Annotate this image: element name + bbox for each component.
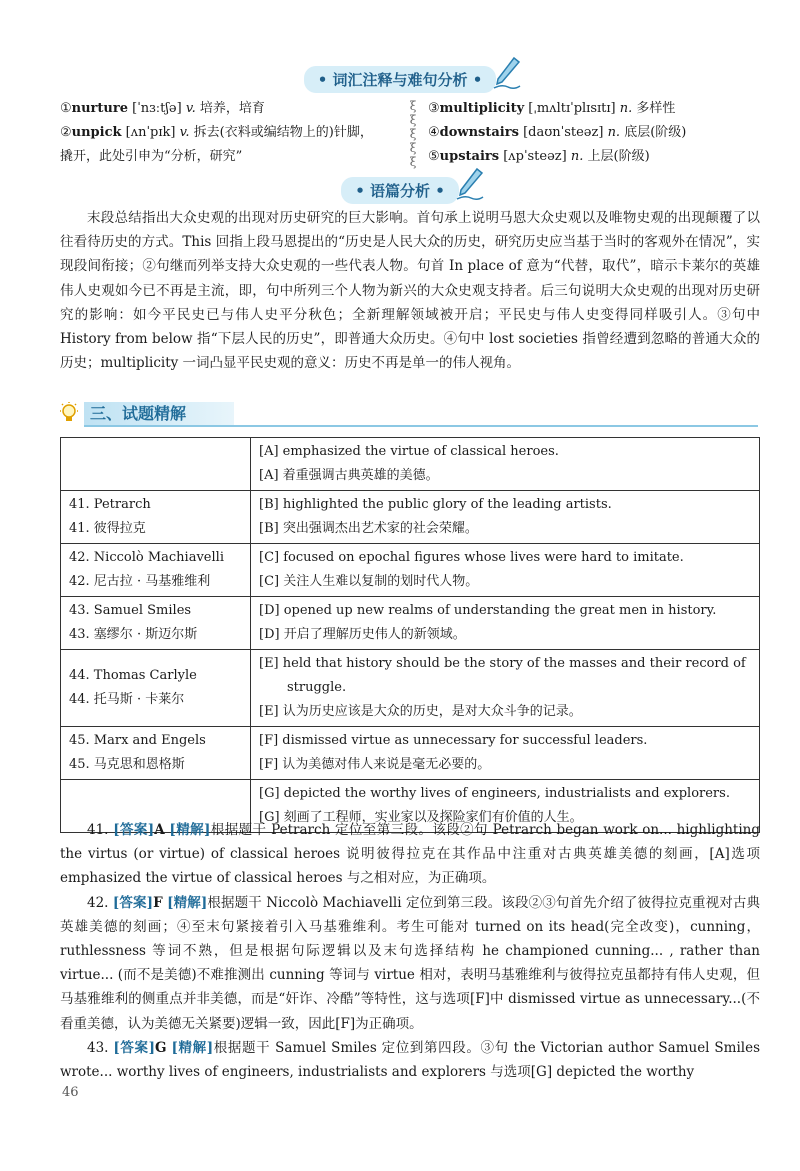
vocab-item: ⑤upstairs [ʌpˈsteəz] n. 上层(阶级): [428, 149, 650, 164]
vocab-item: ①nurture [ˈnɜːtʃə] v. 培养，培育: [60, 101, 265, 116]
analysis-paragraph: 末段总结指出大众史观的出现对历史研究的巨大影响。首句承上说明马恩大众史观以及唯物史观的出现颠覆了以往看待历史的方式。This 回指上段马恩提出的“历史是人民大众的历史，研究历史应当基于当时的客观外在情况”，实现段间衔接；②句继而列举支持大众史观的一些代表人物。句首 In place of 意为“代替，取代”，暗示卡莱尔的英雄伟人史观如今已不再是主流，即，句中所列三个人物为新兴的大众史观支持者。后三句说明大众史观的出现对历史研究的影响：如今平民史已与伟人史平分秋色；全新理解领域被开启；平民史与伟人史变得同样吸引人。③句中 History from below 指“下层人民的历史”，即普通大众历史。④句中 lost societies 指曾经遭到忽略的普通大众的历史；multiplicity 一词凸显平民史观的意义：历史不再是单一的伟人视角。: [60, 210, 760, 372]
vocab-item: ④downstairs [daʊnˈsteəz] n. 底层(阶级): [428, 125, 687, 140]
page-number: 46: [62, 1085, 79, 1100]
analysis-banner: • 语篇分析 •: [0, 177, 800, 204]
table-cell-option: [C] focused on epochal figures whose lives were hard to imitate. [C] 关注人生难以复制的划时代人物。: [251, 544, 760, 597]
table-cell-person: 43. Samuel Smiles 43. 塞缪尔 · 斯迈尔斯: [61, 597, 251, 650]
table-row: [61, 597, 760, 650]
table-row: [61, 727, 760, 780]
pen-icon: [455, 167, 485, 201]
table-cell-option: [F] dismissed virtue as unnecessary for successful leaders. [F] 认为美德对伟人来说是毫无必要的。: [251, 727, 760, 780]
table-cell-option: [A] emphasized the virtue of classical heroes. [A] 着重强调古典英雄的美德。: [251, 438, 760, 491]
table-row: [61, 650, 760, 727]
answer-item: 41. [答案]A [精解]根据题干 Petrarch 定位至第三段。该段②句 Petrarch began work on... highlighting the virtus (or virtue) of classical heroes 说明彼得拉克在其作品中注重对古典英雄美德的刻画，[A]选项 emphasized the virtue of classical heroes 与之相对应，为正确项。: [60, 822, 761, 887]
vocab-item: ②unpick [ʌnˈpɪk] v. 拆去(衣料或编结物上的)针脚，: [60, 125, 373, 140]
section-title-text: 三、试题精解: [84, 402, 234, 426]
table-cell-option: [G] depicted the worthy lives of engineers, industrialists and explorers. [G] 刻画了工程师，实业家以及探险家们有价值的人生。: [251, 780, 760, 833]
table-cell-person: 44. Thomas Carlyle 44. 托马斯 · 卡莱尔: [61, 650, 251, 727]
table-cell-option: [E] held that history should be the story of the masses and their record of struggle. [E] 认为历史应该是大众的历史，是对大众斗争的记录。: [251, 650, 760, 727]
lightbulb-icon: [58, 401, 80, 425]
vocab-banner: • 词汇注释与难句分析 •: [0, 66, 800, 93]
table-cell-option: [B] highlighted the public glory of the leading artists. [B] 突出强调杰出艺术家的社会荣耀。: [251, 491, 760, 544]
section-underline: [84, 425, 758, 427]
table-row: [61, 491, 760, 544]
section-title: [58, 399, 758, 427]
answer-item: 42. [答案]F [精解]根据题干 Niccolò Machiavelli 定位到第三段。该段②③句首先介绍了彼得拉克重视对古典英雄美德的刻画；④至末句紧接着引入马基雅维利。考生可能对 turned on its head(完全改变)，cunning，ruthlessness 等词不熟，但是根据句际逻辑以及末句选择结构 he championed cunning... , rather than virtue... (而不是美德)不难推测出 cunning 等词与 virtue 相对，表明马基雅维利与彼得拉克虽都持有伟人史观，但马基雅维利的侧重点并非美德，而是“奸诈、冷酷”等特性，这与选项[F]中 dismissed virtue as unnecessary...(不看重美德，认为美德无关紧要)逻辑一致，因此[F]为正确项。: [60, 894, 761, 1032]
table-cell-person: 41. Petrarch 41. 彼得拉克: [61, 491, 251, 544]
vocab-item-continued: 撬开，此处引申为“分析，研究”: [60, 149, 243, 164]
table-row: [61, 544, 760, 597]
answer-item: 43. [答案]G [精解]根据题干 Samuel Smiles 定位到第四段。③句 the Victorian author Samuel Smiles wrote... worthy lives of engineers, industrialists and explorers 与选项[G] depicted the worthy: [60, 1039, 761, 1081]
pen-icon: [492, 56, 522, 90]
vocab-item: ③multiplicity [ˌmʌltɪˈplɪsɪtɪ] n. 多样性: [428, 101, 676, 116]
vocab-divider: ξ ξ ξ ξ ξ: [409, 99, 417, 169]
answer-explanations: [60, 818, 760, 1084]
table-cell-person: [61, 438, 251, 491]
table-cell-person: 42. Niccolò Machiavelli 42. 尼古拉 · 马基雅维利: [61, 544, 251, 597]
table-cell-person: 45. Marx and Engels 45. 马克思和恩格斯: [61, 727, 251, 780]
table-cell-option: [D] opened up new realms of understanding the great men in history. [D] 开启了理解历史伟人的新领域。: [251, 597, 760, 650]
table-row: [61, 438, 760, 491]
matching-table: [60, 437, 760, 833]
